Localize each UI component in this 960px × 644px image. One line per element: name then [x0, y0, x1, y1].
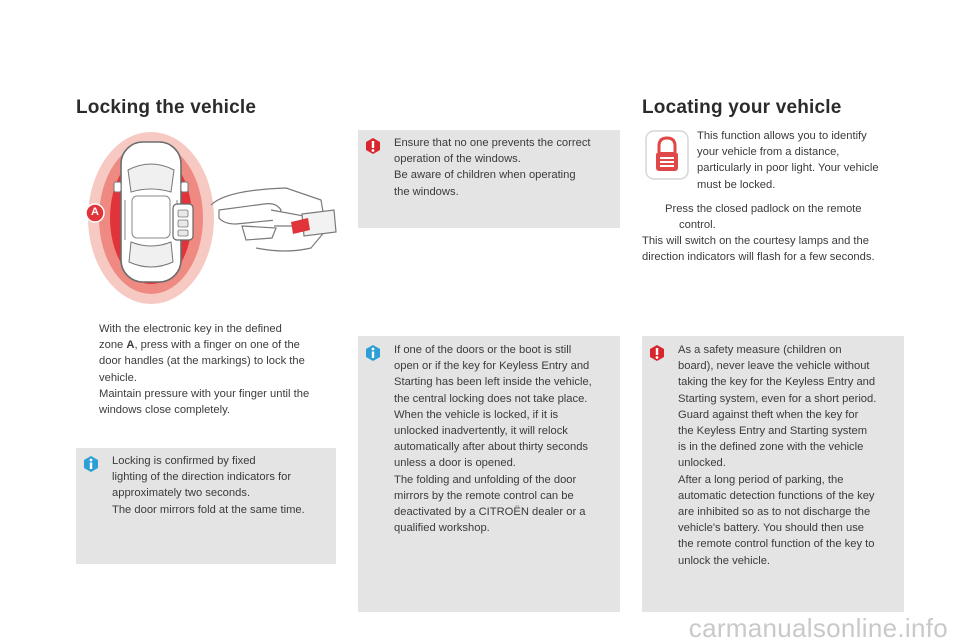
- locating-step-text: Press the closed padlock on the remote control.: [665, 203, 862, 232]
- hand-on-handle-illustration: [211, 188, 336, 251]
- marker-a-label: A: [91, 206, 99, 218]
- info-icon: [365, 344, 381, 362]
- watermark: carmanualsonline.info: [688, 613, 948, 643]
- warning-icon: [649, 344, 665, 362]
- middle-info-text: If one of the doors or the boot is still open or if the key for Keyless Entry and Starting has been left inside the vehicle, the central locking does not take place. When the vehicle is locked, if it is unlocked inadvertently, it will relock automatically after about thirty seconds unless a door is opened. The folding and unfolding of the door mirrors by the remote control can be deactivated by a CITROËN dealer or a qualified workshop.: [394, 344, 592, 535]
- zone-ref: A: [126, 339, 135, 352]
- car-lock-zone-diagram: [76, 130, 341, 310]
- section-title-locking: Locking the vehicle: [76, 97, 257, 118]
- right-warning-text: As a safety measure (children on board), never leave the vehicle without taking the key for the Keyless Entry and Starting system, even for a short period. Guard against theft when the key for the Keyless Entry and Starting system is in the defined zone with the vehicle unlocked. After a long period of parking, the automatic detection functions of the key are inhibited so as to not discharge the vehicle's battery. You should then use the remote control function of the key to unlock the vehicle.: [678, 344, 877, 567]
- padlock-icon: [645, 130, 689, 180]
- locating-result-text: This will switch on the courtesy lamps and the direction indicators will flash for a few seconds.: [642, 235, 875, 264]
- locking-step-text: With the electronic key in the defined zone A, press with a finger on one of the door handles (at the markings) to lock the vehicle. Maintain pressure with your finger until the windows close completely.: [99, 323, 310, 417]
- left-info-text: Locking is confirmed by fixed lighting of the direction indicators for approximately two seconds. The door mirrors fold at the same time.: [112, 455, 305, 516]
- locating-intro-text: This function allows you to identify your vehicle from a distance, particularly in poor light. Your vehicle must be locked.: [697, 130, 879, 191]
- middle-warning-text: Ensure that no one prevents the correct operation of the windows. Be aware of children when operating the windows.: [394, 137, 591, 198]
- section-title-locating: Locating your vehicle: [642, 97, 842, 118]
- warning-icon: [365, 137, 381, 155]
- info-icon: [83, 455, 99, 473]
